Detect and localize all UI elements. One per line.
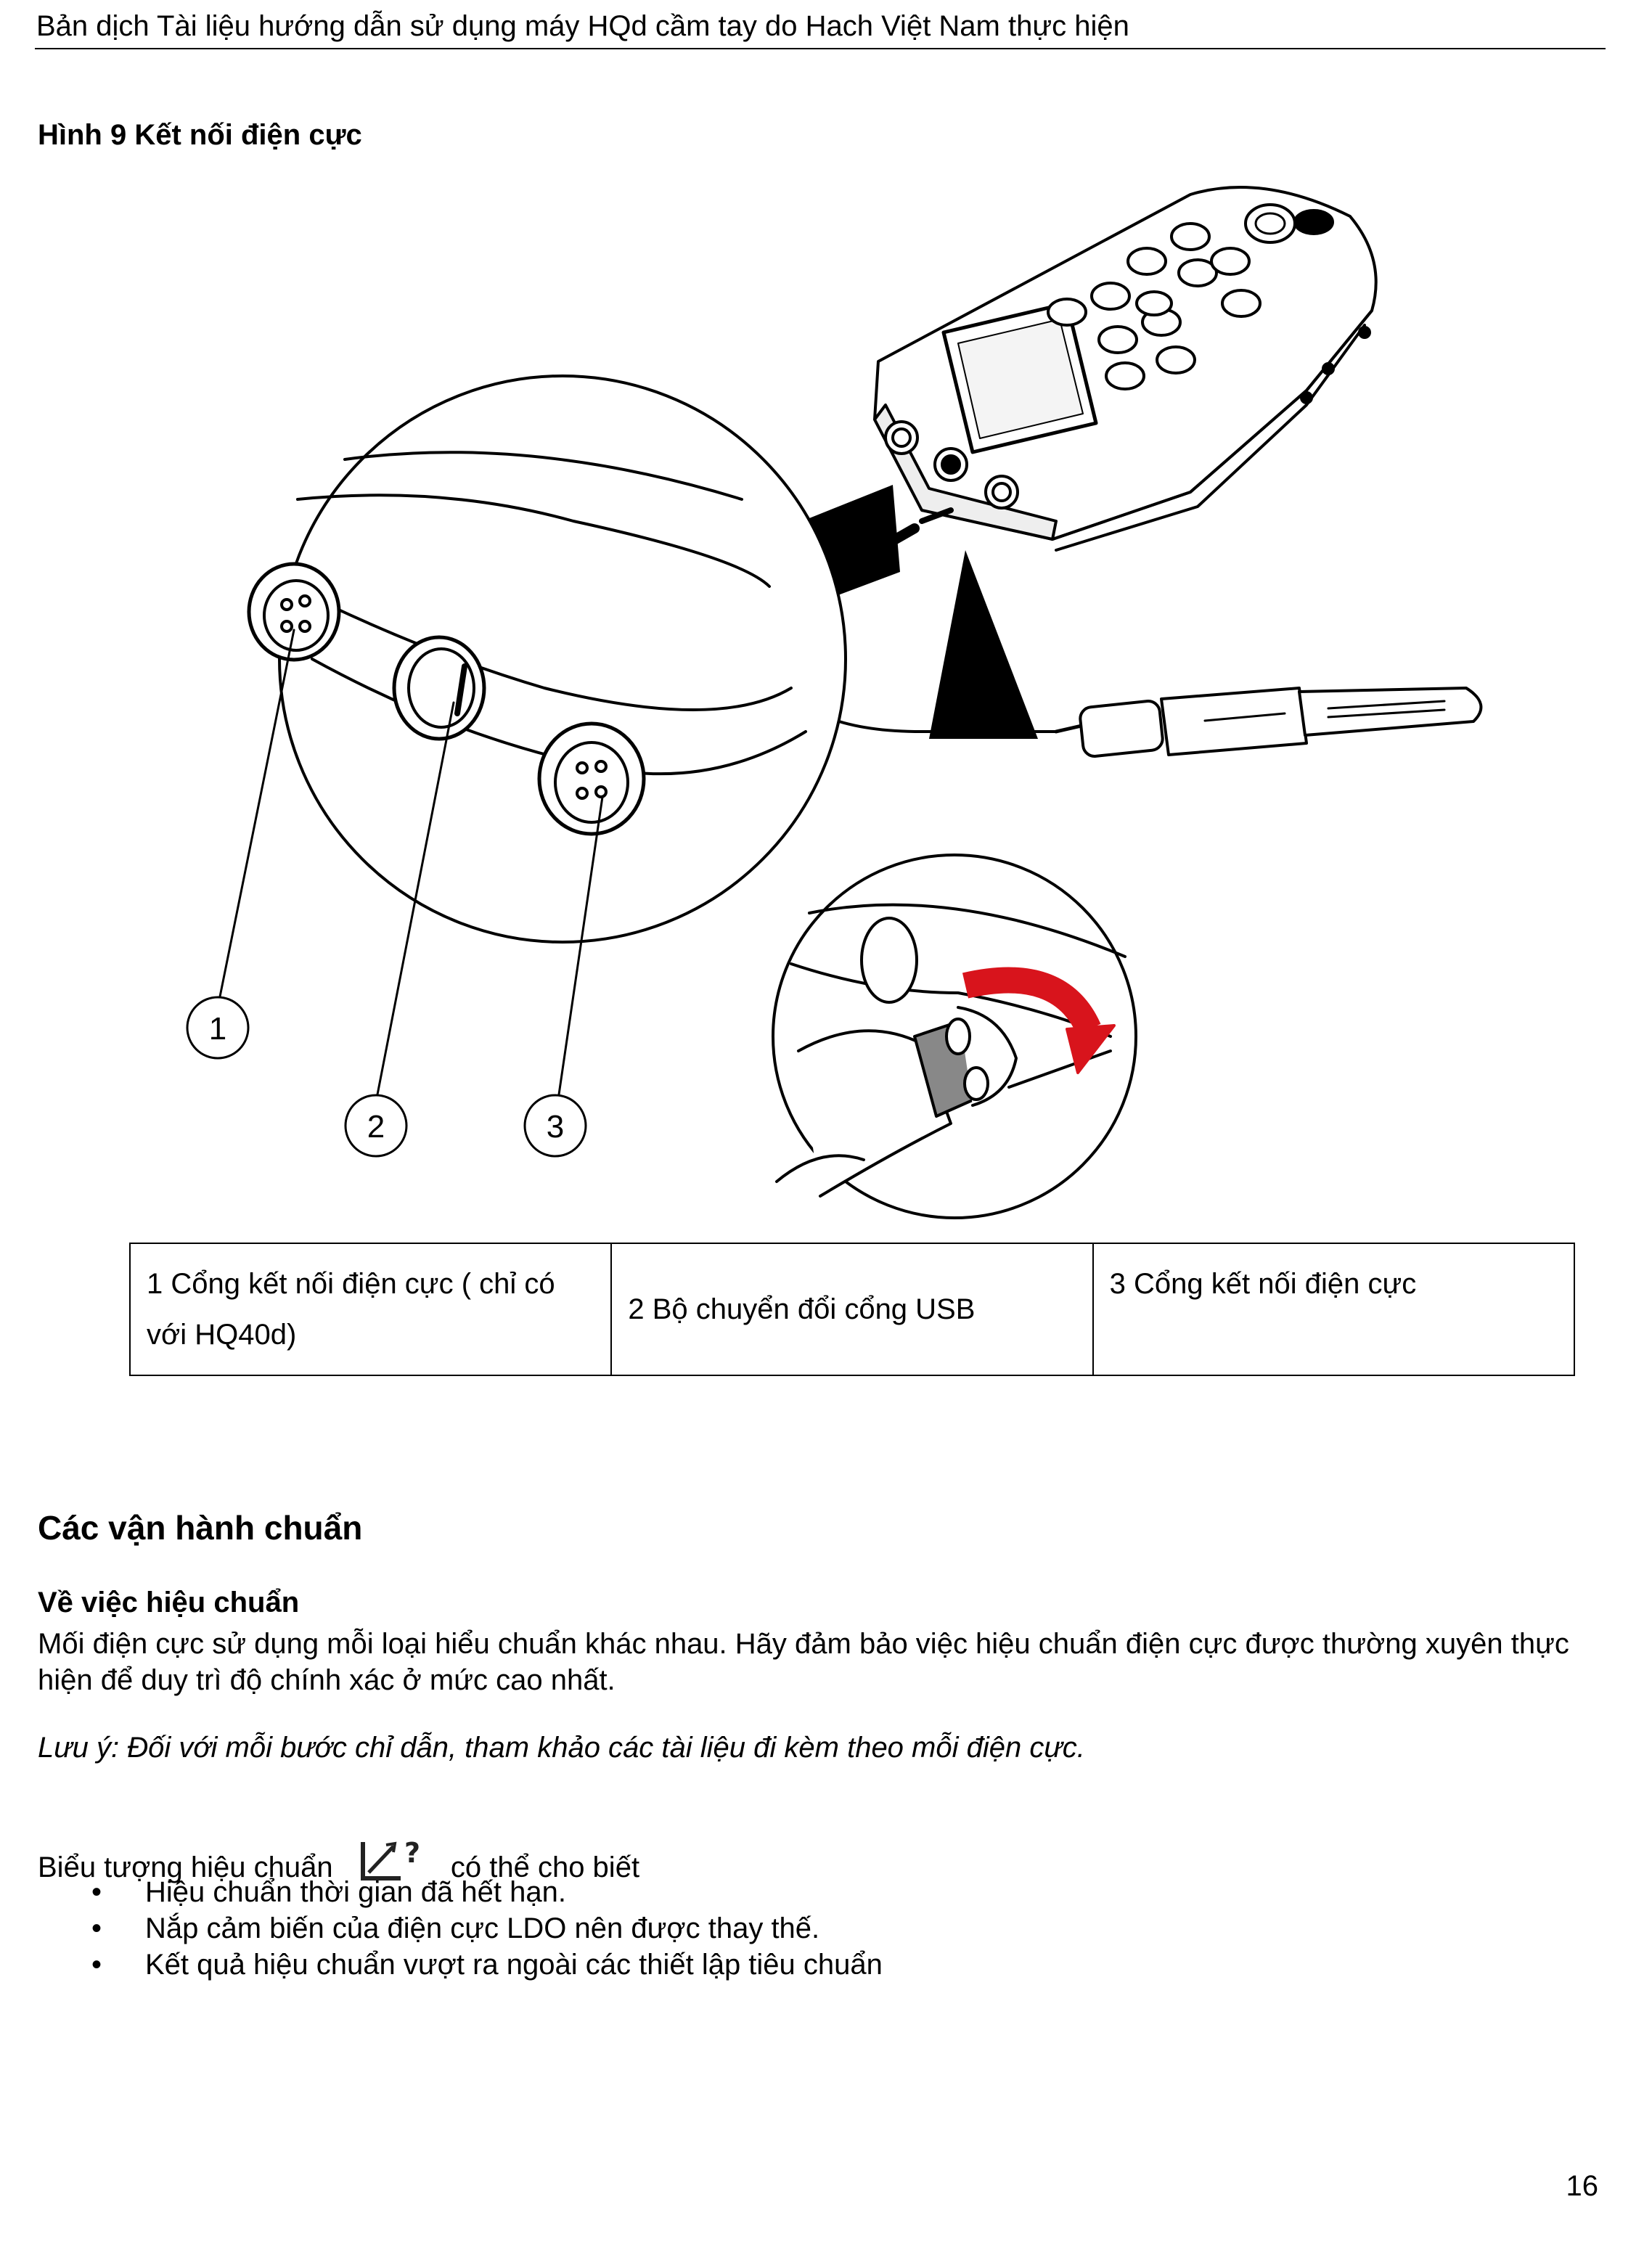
list-item: • Nắp cảm biến của điện cực LDO nên được thay thế. [38, 1910, 883, 1947]
legend-cell-1: 1 Cổng kết nối điện cực ( chỉ có với HQ40d) [130, 1243, 611, 1375]
calibration-prefix: Biểu tượng hiệu chuẩn [38, 1851, 333, 1883]
section-title: Các vận hành chuẩn [38, 1509, 363, 1547]
callout-1-label: 1 [208, 1011, 227, 1047]
figure-caption: Hình 9 Kết nối điện cực [38, 119, 362, 151]
callout-3-label: 3 [546, 1109, 565, 1145]
legend-cell-2: 2 Bộ chuyển đổi cổng USB [611, 1243, 1092, 1375]
legend-cell-3: 3 Cổng kết nối điện cực [1093, 1243, 1574, 1375]
list-item: • Hiệu chuẩn thời gian đã hết hạn. [38, 1874, 883, 1910]
list-item: • Kết quả hiệu chuẩn vượt ra ngoài các thiết lập tiêu chuẩn [38, 1947, 883, 1983]
calibration-reasons-list [38, 1874, 883, 1983]
calibration-suffix: có thể cho biết [450, 1851, 640, 1883]
electrode-probe [1056, 688, 1481, 758]
callout-2-label: 2 [367, 1109, 385, 1145]
connector-panel-closeup [249, 376, 846, 942]
page-header: Bản dịch Tài liệu hướng dẫn sử dụng máy HQd cầm tay do Hach Việt Nam thực hiện [36, 10, 1129, 42]
meter-device [875, 187, 1376, 550]
electrode-connection-figure [167, 180, 1495, 1232]
figure-legend-table [129, 1243, 1575, 1376]
calibration-paragraph: Mối điện cực sử dụng mỗi loại hiểu chuẩn khác nhau. Hãy đảm bảo việc hiệu chuẩn điện cực được thường xuyên thực hiện để duy trì độ chính xác ở mức cao nhất. [38, 1628, 1569, 1696]
page-number: 16 [1566, 2170, 1598, 2202]
note-text: Lưu ý: Đối với mỗi bước chỉ dẫn, tham khảo các tài liệu đi kèm theo mỗi điện cực. [38, 1732, 1085, 1764]
svg-text:?: ? [404, 1837, 420, 1869]
subsection-title: Về việc hiệu chuẩn [38, 1587, 300, 1618]
legend-row [130, 1243, 1574, 1375]
header-divider [35, 48, 1606, 49]
